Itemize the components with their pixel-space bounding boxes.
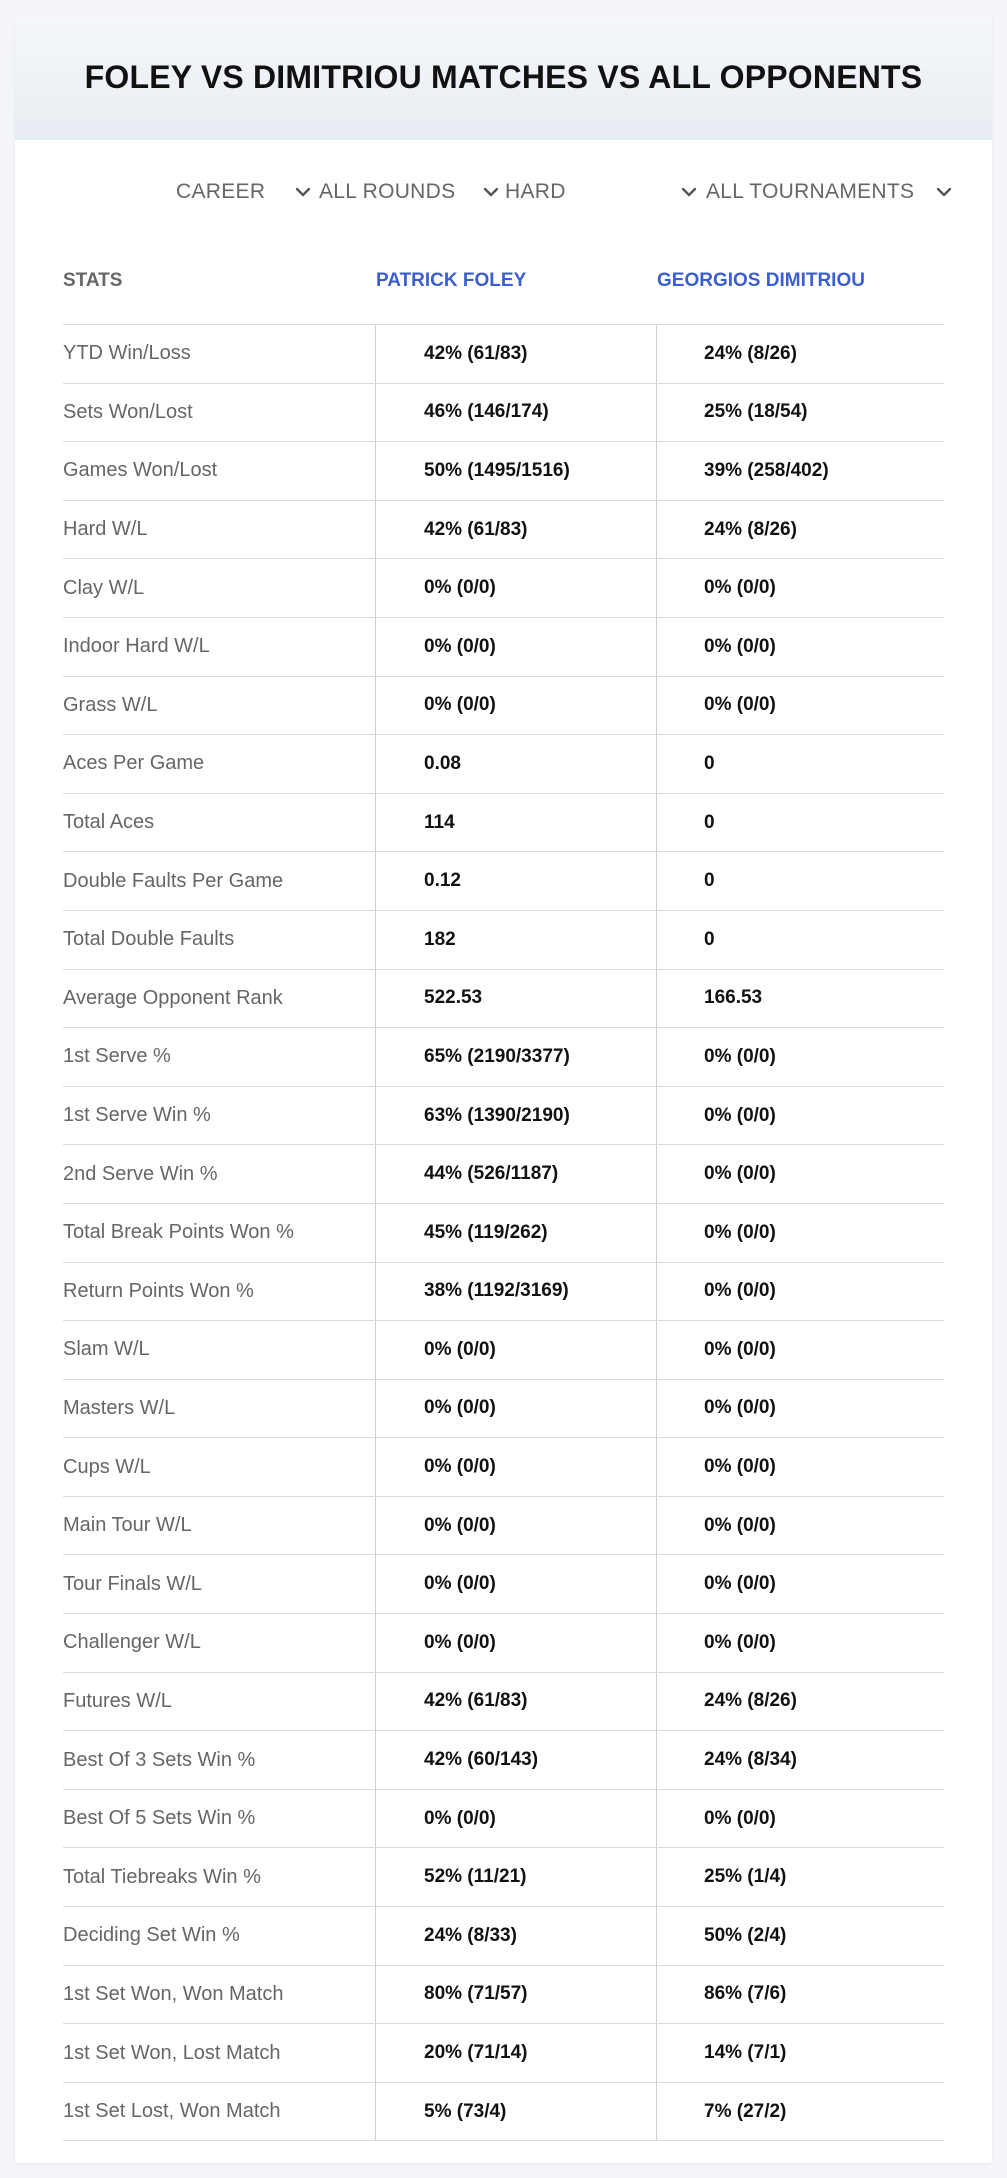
table-row: [63, 1028, 944, 1087]
stat-label: Hard W/L: [63, 501, 376, 559]
player1-value: 114: [376, 794, 657, 852]
stat-label: Double Faults Per Game: [63, 852, 376, 910]
table-row: [63, 1966, 944, 2025]
player2-value: 0% (0/0): [704, 694, 776, 716]
table-row: [63, 852, 944, 911]
table-row: [63, 1204, 944, 1263]
player2-value: 0% (0/0): [704, 1456, 776, 1478]
stat-label: Cups W/L: [63, 1438, 376, 1496]
player2-value: 39% (258/402): [704, 459, 829, 481]
player2-value: 0% (0/0): [704, 1807, 776, 1829]
stat-label: Indoor Hard W/L: [63, 618, 376, 676]
player1-value: 45% (119/262): [376, 1204, 657, 1262]
player2-value: 0: [704, 811, 715, 833]
player2-value: 0% (0/0): [704, 1397, 776, 1419]
table-row: [63, 677, 944, 736]
player2-link[interactable]: GEORGIOS DIMITRIOU: [657, 269, 865, 291]
player1-value: 50% (1495/1516): [376, 442, 657, 500]
player1-value: 0% (0/0): [376, 1380, 657, 1438]
stat-label: Total Aces: [63, 794, 376, 852]
player1-value: 0% (0/0): [376, 559, 657, 617]
player2-value: 7% (27/2): [704, 2100, 787, 2122]
table-body: [63, 325, 944, 2141]
stat-label: Return Points Won %: [63, 1263, 376, 1321]
period-select[interactable]: [176, 172, 313, 212]
player1-value: 522.53: [376, 970, 657, 1028]
filters-bar: [15, 140, 992, 220]
stat-label: Total Tiebreaks Win %: [63, 1848, 376, 1906]
stat-label: 1st Set Lost, Won Match: [63, 2083, 376, 2141]
player1-value: 182: [376, 911, 657, 969]
table-row: [63, 1790, 944, 1849]
player2-value: 166.53: [704, 987, 763, 1009]
table-row: [63, 618, 944, 677]
player2-value: 14% (7/1): [704, 2042, 787, 2064]
stat-label: Futures W/L: [63, 1673, 376, 1731]
player1-value: 44% (526/1187): [376, 1145, 657, 1203]
stats-card: [15, 15, 992, 2163]
table-row: [63, 1848, 944, 1907]
stat-label: 1st Serve %: [63, 1028, 376, 1086]
player1-value: 0% (0/0): [376, 1790, 657, 1848]
player1-value: 65% (2190/3377): [376, 1028, 657, 1086]
round-select-label: ALL ROUNDS: [319, 180, 456, 203]
table-row: [63, 1555, 944, 1614]
table-header: [63, 237, 944, 325]
stat-label: Games Won/Lost: [63, 442, 376, 500]
player1-value: 0.12: [376, 852, 657, 910]
table-row: [63, 1731, 944, 1790]
player1-value: 0% (0/0): [376, 1321, 657, 1379]
stat-label: Tour Finals W/L: [63, 1555, 376, 1613]
player2-value: 0% (0/0): [704, 1514, 776, 1536]
table-row: [63, 1673, 944, 1732]
player2-value: 0% (0/0): [704, 1163, 776, 1185]
stat-label: 1st Set Won, Lost Match: [63, 2024, 376, 2082]
table-row: [63, 735, 944, 794]
table-row: [63, 1087, 944, 1146]
player2-value: 24% (8/26): [704, 518, 797, 540]
stat-label: Deciding Set Win %: [63, 1907, 376, 1965]
stat-label: Best Of 3 Sets Win %: [63, 1731, 376, 1789]
table-row: [63, 442, 944, 501]
player2-value: 0% (0/0): [704, 1045, 776, 1067]
player1-value: 5% (73/4): [376, 2083, 657, 2141]
player1-value: 80% (71/57): [376, 1966, 657, 2024]
chevron-down-icon: [934, 182, 954, 202]
player2-value: 50% (2/4): [704, 1924, 787, 1946]
player1-value: 24% (8/33): [376, 1907, 657, 1965]
stat-label: 2nd Serve Win %: [63, 1145, 376, 1203]
surface-select[interactable]: [505, 172, 699, 212]
player2-value: 0: [704, 928, 715, 950]
player1-value: 0% (0/0): [376, 1555, 657, 1613]
table-row: [63, 1497, 944, 1556]
tournament-select[interactable]: [706, 172, 954, 212]
player1-value: 0% (0/0): [376, 677, 657, 735]
period-select-label: CAREER: [176, 180, 266, 203]
player1-value: 0.08: [376, 735, 657, 793]
player2-value: 86% (7/6): [704, 1983, 787, 2005]
round-select[interactable]: [319, 172, 501, 212]
stat-label: Total Double Faults: [63, 911, 376, 969]
table-row: [63, 1614, 944, 1673]
stat-label: 1st Serve Win %: [63, 1087, 376, 1145]
player1-value: 63% (1390/2190): [376, 1087, 657, 1145]
player2-value: 0% (0/0): [704, 1104, 776, 1126]
stat-label: Slam W/L: [63, 1321, 376, 1379]
table-row: [63, 911, 944, 970]
player1-value: 46% (146/174): [376, 384, 657, 442]
table-row: [63, 1145, 944, 1204]
player1-value: 42% (60/143): [376, 1731, 657, 1789]
stat-label: Total Break Points Won %: [63, 1204, 376, 1262]
table-row: [63, 325, 944, 384]
table-row: [63, 2024, 944, 2083]
player2-value: 0% (0/0): [704, 1573, 776, 1595]
player1-value: 0% (0/0): [376, 1614, 657, 1672]
table-row: [63, 384, 944, 443]
table-row: [63, 794, 944, 853]
table-row: [63, 1438, 944, 1497]
player2-value: 0% (0/0): [704, 1221, 776, 1243]
stat-label: 1st Set Won, Won Match: [63, 1966, 376, 2024]
table-row: [63, 1907, 944, 1966]
player1-value: 0% (0/0): [376, 1497, 657, 1555]
table-row: [63, 2083, 944, 2142]
player1-value: 52% (11/21): [376, 1848, 657, 1906]
stats-column-header: STATS: [63, 269, 123, 291]
page-title: FOLEY VS DIMITRIOU MATCHES VS ALL OPPONENTS: [84, 59, 923, 95]
stat-label: Best Of 5 Sets Win %: [63, 1790, 376, 1848]
stat-label: Challenger W/L: [63, 1614, 376, 1672]
player2-value: 0% (0/0): [704, 1631, 776, 1653]
stat-label: YTD Win/Loss: [63, 325, 376, 383]
player2-value: 0% (0/0): [704, 635, 776, 657]
player2-value: 24% (8/26): [704, 342, 797, 364]
table-row: [63, 559, 944, 618]
stat-label: Average Opponent Rank: [63, 970, 376, 1028]
surface-select-label: HARD: [505, 180, 566, 203]
player1-value: 0% (0/0): [376, 618, 657, 676]
player1-value: 38% (1192/3169): [376, 1263, 657, 1321]
player2-value: 0% (0/0): [704, 577, 776, 599]
table-row: [63, 1321, 944, 1380]
card-header: [15, 15, 992, 140]
player2-value: 25% (1/4): [704, 1866, 787, 1888]
player2-value: 0% (0/0): [704, 1338, 776, 1360]
stat-label: Grass W/L: [63, 677, 376, 735]
table-row: [63, 1263, 944, 1322]
player1-value: 42% (61/83): [376, 501, 657, 559]
chevron-down-icon: [481, 182, 501, 202]
player2-value: 0: [704, 752, 715, 774]
player1-value: 0% (0/0): [376, 1438, 657, 1496]
player2-value: 0% (0/0): [704, 1280, 776, 1302]
table-row: [63, 501, 944, 560]
chevron-down-icon: [293, 182, 313, 202]
player2-value: 0: [704, 870, 715, 892]
table-row: [63, 1380, 944, 1439]
stat-label: Sets Won/Lost: [63, 384, 376, 442]
tournament-select-label: ALL TOURNAMENTS: [706, 180, 915, 203]
player2-value: 25% (18/54): [704, 401, 808, 423]
table-row: [63, 970, 944, 1029]
stat-label: Masters W/L: [63, 1380, 376, 1438]
player2-value: 24% (8/34): [704, 1749, 797, 1771]
player2-value: 24% (8/26): [704, 1690, 797, 1712]
player1-value: 42% (61/83): [376, 1673, 657, 1731]
player1-value: 20% (71/14): [376, 2024, 657, 2082]
stat-label: Main Tour W/L: [63, 1497, 376, 1555]
player1-value: 42% (61/83): [376, 325, 657, 383]
player1-link[interactable]: PATRICK FOLEY: [376, 269, 527, 291]
stats-table: [63, 237, 944, 2141]
stat-label: Clay W/L: [63, 559, 376, 617]
chevron-down-icon: [679, 182, 699, 202]
stat-label: Aces Per Game: [63, 735, 376, 793]
